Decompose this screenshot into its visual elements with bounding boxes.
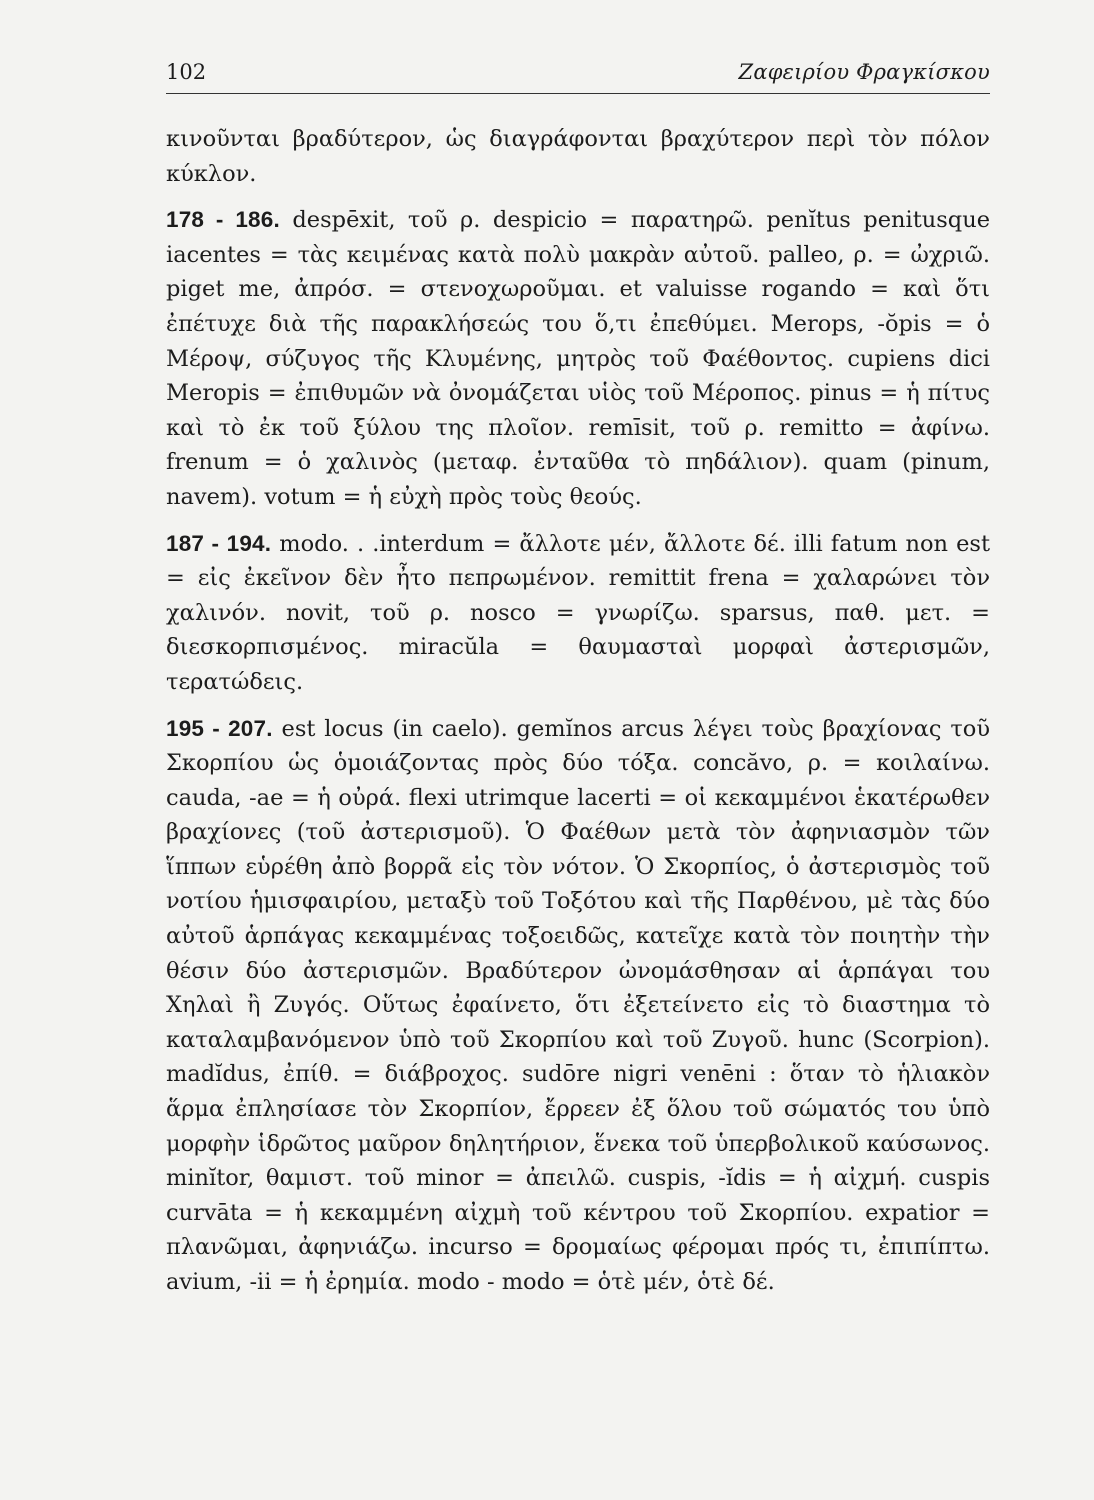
paragraph-text: est locus (in caelo). gemĭnos arcus λέγει τοὺς βραχίονας τοῦ Σκορπίου ὡς ὁμοιάζοντας πρὸς δύο τόξα. concăvo, ρ. = κοιλαίνω. cauda, -ae = ἡ οὐρά. flexi utrimque lacerti = οἱ κεκαμμένοι ἑκατέρωθεν βραχίονες (τοῦ ἀστερισμοῦ). Ὁ Φαέθων μετὰ τὸν ἀφηνιασμὸν τῶν ἵππων εὑρέθη ἀπὸ βορρᾶ εἰς τὸν νότον. Ὁ Σκορπίος, ὁ ἀστερισμὸς τοῦ νοτίου ἡμισφαιρίου, μεταξὺ τοῦ Τοξότου καὶ τῆς Παρθένου, μὲ τὰς δύο αὐτοῦ ἁρπάγας κεκαμμένας τοξοειδῶς, κατεῖχε κατὰ τὸν ποιητὴν τὴν θέσιν δύο ἀστερισμῶν. Βραδύτερον ὠνομάσθησαν αἱ ἁρπάγαι του Χηλαὶ ἢ Ζυγός. Οὕτως ἐφαίνετο, ὅτι ἐξετείνετο εἰς τὸ διαστημα τὸ καταλαμβανόμενον ὑπὸ τοῦ Σκορπίου καὶ τοῦ Ζυγοῦ. hunc (Scorpion). madĭdus, ἐπίθ. = διάβροχος. sudōre nigri venēni : ὅταν τὸ ἡλιακὸν ἅρμα ἐπλησίασε τὸν Σκορπίον, ἔρρεεν ἐξ ὅλου τοῦ σώματός του ὑπὸ μορφὴν ἱδρῶτος μαῦρον δηλητήριον, ἕνεκα τοῦ ὑπερβολικοῦ καύσωνος. minĭtor, θαμιστ. τοῦ minor = ἀπειλῶ. cuspis, -ĭdis = ἡ αἰχμή. cuspis curvāta = ἡ κεκαμμένη αἰχμὴ τοῦ κέντρου τοῦ Σκορπίου. expatior = πλανῶμαι, ἀφηνιάζω. incurso = δρομαίως φέρομαι πρός τι, ἐπιπίπτω. avium, -ii = ἡ ἐρημία. modo - modo = ὁτὲ μέν, ὁτὲ δέ. (166, 715, 990, 1295)
commentary-body (166, 122, 990, 1300)
page-number: 102 (166, 60, 207, 84)
running-title: Ζαφειρίου Φραγκίσκου (738, 60, 990, 84)
verse-reference: 187 - 194. (166, 530, 272, 556)
verse-reference: 178 - 186. (166, 207, 280, 233)
paragraph-verses-195-207 (166, 712, 990, 1300)
paragraph-text: modo. . .interdum = ἄλλοτε μέν, ἄλλοτε δέ. illi fatum non est = εἰς ἐκεῖνον δὲν ἦτο πεπρωμένον. remittit frena = χαλαρώνει τὸν χαλινόν. novit, τοῦ ρ. nosco = γνωρίζω. sparsus, παθ. μετ. = διεσκορπισμένος. miracŭla = θαυμασταὶ μορφαὶ ἀστερισμῶν, τερατώδεις. (166, 530, 991, 695)
paragraph-text: despēxit, τοῦ ρ. despicio = παρατηρῶ. penĭtus penitusque iacentes = τὰς κειμένας κατὰ πολὺ μακρὰν αὐτοῦ. palleo, ρ. = ὠχριῶ. piget me, ἀπρόσ. = στενοχωροῦμαι. et valuisse rogando = καὶ ὅτι ἐπέτυχε διὰ τῆς παρακλήσεώς του ὅ,τι ἐπεθύμει. Merops, -ŏpis = ὁ Μέροψ, σύζυγος τῆς Κλυμένης, μητρὸς τοῦ Φαέθοντος. cupiens dici Meropis = ἐπιθυμῶν νὰ ὀνομάζεται υἱὸς τοῦ Μέροπος. pinus = ἡ πίτυς καὶ τὸ ἐκ τοῦ ξύλου της πλοῖον. remīsit, τοῦ ρ. remitto = ἀφίνω. frenum = ὁ χαλινὸς (μεταφ. ἐνταῦθα τὸ πηδάλιον). quam (pinum, navem). votum = ἡ εὐχὴ πρὸς τοὺς θεούς. (166, 207, 991, 510)
verse-reference: 195 - 207. (166, 715, 273, 741)
paragraph-verses-187-194 (166, 527, 990, 700)
page-header (166, 60, 990, 94)
paragraph-verses-178-186 (166, 203, 990, 514)
paragraph-text: κινοῦνται βραδύτερον, ὡς διαγράφονται βραχύτερον περὶ τὸν πόλον κύκλον. (166, 126, 990, 187)
paragraph-continuation (166, 122, 990, 191)
